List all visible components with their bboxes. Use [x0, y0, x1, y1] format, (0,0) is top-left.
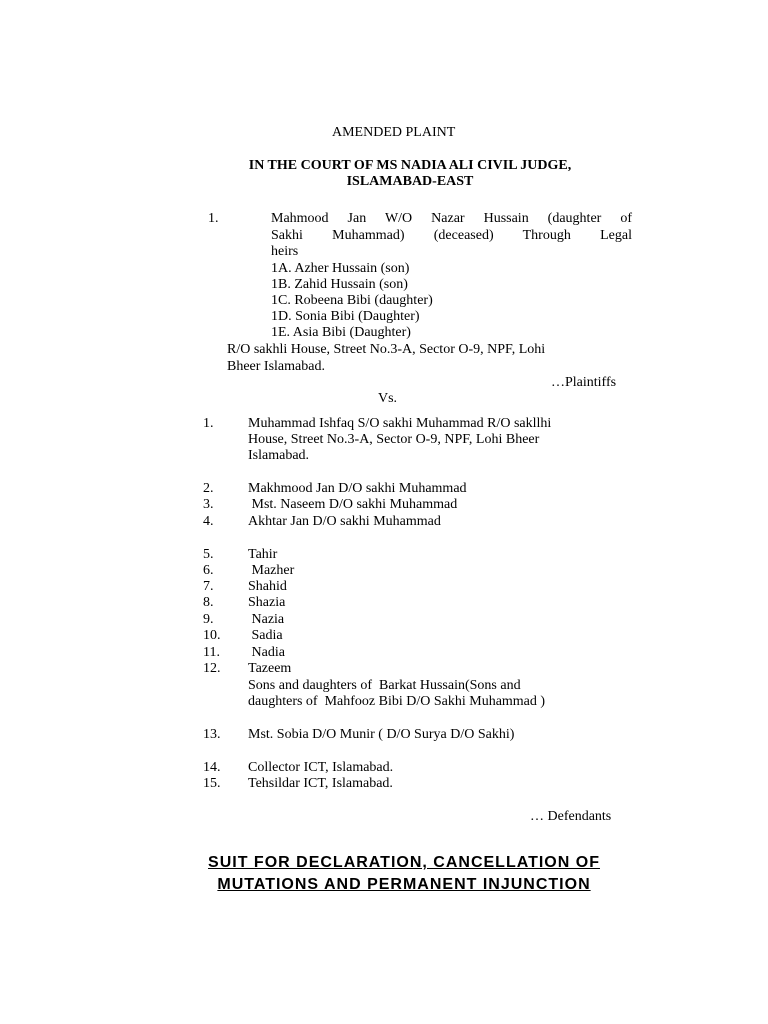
defendant-number: 14. — [203, 760, 221, 775]
suit-heading-line-1: SUIT FOR DECLARATION, CANCELLATION OF — [208, 854, 600, 871]
plaintiff-desc-line-1: Mahmood Jan W/O Nazar Hussain (daughter of — [271, 211, 632, 226]
defendant-number: 2. — [203, 481, 214, 496]
defendants-group-note-line-2: daughters of Mahfooz Bibi D/O Sakhi Muhammad ) — [248, 694, 546, 709]
plaintiff-heir: 1E. Asia Bibi (Daughter) — [271, 325, 411, 340]
defendant-1-line-1: Muhammad Ishfaq S/O sakhi Muhammad R/O sakllhi — [248, 416, 552, 431]
court-line-1: IN THE COURT OF MS NADIA ALI CIVIL JUDGE, — [248, 158, 572, 173]
plaintiff-number: 1. — [208, 211, 219, 226]
defendants-group-note-line-1: Sons and daughters of Barkat Hussain(Sons and — [248, 678, 521, 693]
plaintiff-heir: 1A. Azher Hussain (son) — [271, 261, 410, 276]
defendant-name: Sadia — [248, 628, 283, 643]
defendant-name: Nazia — [248, 612, 285, 627]
defendant-name: Tehsildar ICT, Islamabad. — [248, 776, 393, 791]
defendant-name: Tazeem — [248, 661, 292, 676]
defendant-number: 3. — [203, 497, 214, 512]
plaintiff-address-line-2: Bheer Islamabad. — [227, 359, 325, 374]
plaintiff-desc-line-2: Sakhi Muhammad) (deceased) Through Legal — [271, 228, 632, 243]
defendant-number: 7. — [203, 579, 214, 594]
defendant-name: Shahid — [248, 579, 287, 594]
defendant-name: Nadia — [248, 645, 285, 660]
defendant-number: 8. — [203, 595, 214, 610]
defendant-number: 12. — [203, 661, 221, 676]
defendant-1-line-2: House, Street No.3-A, Sector O-9, NPF, Lohi Bheer — [248, 432, 540, 447]
defendant-1-line-3: Islamabad. — [248, 448, 310, 463]
plaintiff-desc-line-3: heirs — [271, 244, 299, 259]
defendant-number: 10. — [203, 628, 221, 643]
defendant-number: 6. — [203, 563, 214, 578]
plaintiff-heir: 1C. Robeena Bibi (daughter) — [271, 293, 433, 308]
plaintiff-address-line-1: R/O sakhli House, Street No.3-A, Sector O-9, NPF, Lohi — [227, 342, 546, 357]
suit-heading-line-2: MUTATIONS AND PERMANENT INJUNCTION — [217, 876, 591, 893]
plaintiffs-role: …Plaintiffs — [551, 375, 617, 390]
defendant-name: Mst. Naseem D/O sakhi Muhammad — [248, 497, 458, 512]
defendant-number: 15. — [203, 776, 221, 791]
versus-label: Vs. — [378, 391, 398, 406]
defendant-name: Shazia — [248, 595, 286, 610]
defendant-number: 5. — [203, 547, 214, 562]
defendant-name: Akhtar Jan D/O sakhi Muhammad — [248, 514, 441, 529]
defendant-name: Tahir — [248, 547, 278, 562]
defendant-name: Mst. Sobia D/O Munir ( D/O Surya D/O Sakhi) — [248, 727, 515, 742]
document-title: AMENDED PLAINT — [332, 125, 456, 140]
defendant-name: Makhmood Jan D/O sakhi Muhammad — [248, 481, 467, 496]
court-line-2: ISLAMABAD-EAST — [346, 174, 474, 189]
defendant-name: Collector ICT, Islamabad. — [248, 760, 394, 775]
plaintiff-heir: 1B. Zahid Hussain (son) — [271, 277, 408, 292]
plaintiff-heir: 1D. Sonia Bibi (Daughter) — [271, 309, 420, 324]
defendant-name: Mazher — [248, 563, 295, 578]
defendant-number: 4. — [203, 514, 214, 529]
defendants-role: … Defendants — [530, 809, 612, 824]
defendant-number: 1. — [203, 416, 214, 431]
defendant-number: 13. — [203, 727, 221, 742]
defendant-number: 9. — [203, 612, 214, 627]
defendant-number: 11. — [203, 645, 220, 660]
